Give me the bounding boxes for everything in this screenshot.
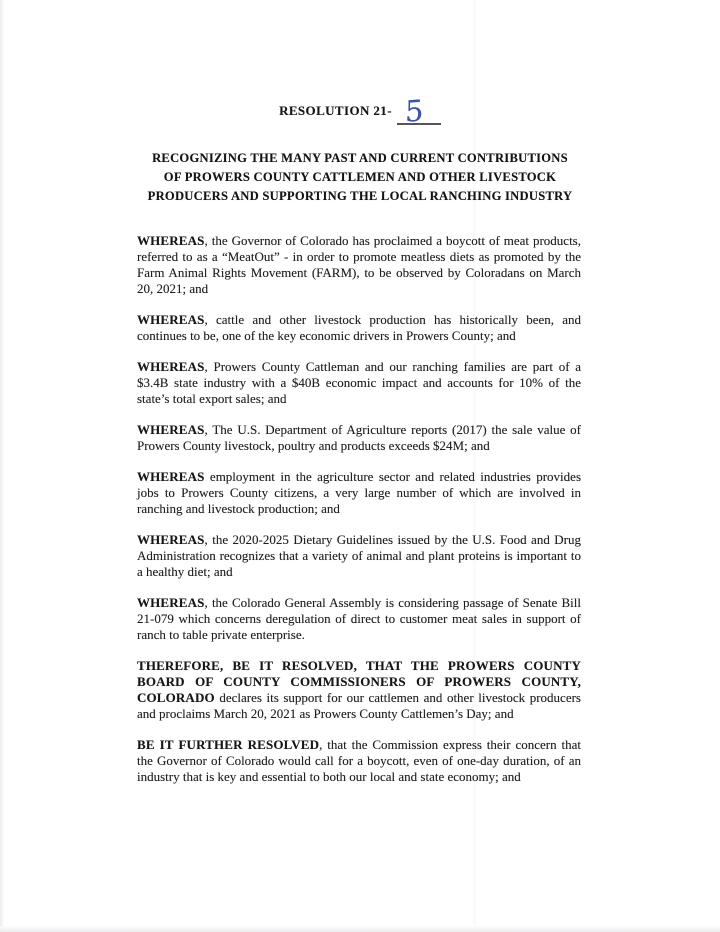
handwritten-resolution-number: 5: [404, 93, 425, 129]
document-title: [0, 149, 720, 206]
paragraph-whereas-employment: [137, 469, 581, 517]
paragraph-further-resolved: [137, 737, 581, 785]
paragraph-text: , The U.S. Department of Agriculture reports (2017) the sale value of Prowers County livestock, poultry and products exceeds $24M; and: [137, 422, 581, 453]
document-title-line-3: PRODUCERS AND SUPPORTING THE LOCAL RANCHING INDUSTRY: [147, 189, 573, 203]
paragraph-text: , cattle and other livestock production has historically been, and continues to be, one of the key economic drivers in Prowers County; and: [137, 312, 581, 343]
paragraph-whereas-meatout: [137, 233, 581, 297]
paragraph-text: declares its support for our cattlemen and other livestock producers and proclaims March 20, 2021 as Prowers County Cattlemen’s Day; and: [137, 690, 581, 721]
paragraph-text: , Prowers County Cattleman and our ranching families are part of a $3.4B state industry with a $40B economic impact and accounts for 10% of the state’s total export sales; and: [137, 359, 581, 406]
paragraph-text: employment in the agriculture sector and related industries provides jobs to Prowers County citizens, a very large number of which are involved in ranching and livestock production; and: [137, 469, 581, 516]
paragraph-whereas-economic-drivers: [137, 312, 581, 344]
document-body: [137, 233, 581, 785]
resolution-number-blank-line: [397, 93, 441, 129]
resolution-prefix: RESOLUTION 21-: [279, 103, 392, 118]
paragraph-lead: WHEREAS: [137, 422, 205, 437]
paragraph-lead: WHEREAS: [137, 532, 205, 547]
paragraph-text: , the Governor of Colorado has proclaimed a boycott of meat products, referred to as a “MeatOut” - in order to promote meatless diets as promoted by the Farm Animal Rights Movement (FARM), to be observed by Coloradans on March 20, 2021; and: [137, 233, 581, 296]
paragraph-whereas-dietary-guidelines: [137, 532, 581, 580]
paragraph-text: , the 2020-2025 Dietary Guidelines issued by the U.S. Food and Drug Administration recognizes that a variety of animal and plant proteins is important to a healthy diet; and: [137, 532, 581, 579]
paragraph-whereas-usda: [137, 422, 581, 454]
paragraph-whereas-state-industry: [137, 359, 581, 407]
paragraph-text: , the Colorado General Assembly is considering passage of Senate Bill 21-079 which concerns deregulation of direct to customer meat sales in support of ranch to table private enterprise.: [137, 595, 581, 642]
paragraph-lead: WHEREAS: [137, 359, 205, 374]
paragraph-lead: WHEREAS: [137, 312, 205, 327]
document-title-line-2: OF PROWERS COUNTY CATTLEMEN AND OTHER LIVESTOCK: [163, 170, 557, 184]
paragraph-therefore-resolved: [137, 658, 581, 722]
paragraph-lead: BE IT FURTHER RESOLVED: [137, 737, 320, 752]
document-title-line-1: RECOGNIZING THE MANY PAST AND CURRENT CONTRIBUTIONS: [152, 151, 568, 165]
paragraph-lead: WHEREAS: [137, 595, 205, 610]
paragraph-lead: THEREFORE, BE IT RESOLVED, THAT THE PROWERS COUNTY BOARD OF COUNTY COMMISSIONERS OF PROWERS COUNTY, COLORADO: [137, 658, 581, 705]
paragraph-lead: WHEREAS: [137, 469, 205, 484]
resolution-number-line: [0, 93, 720, 129]
paragraph-lead: WHEREAS: [137, 233, 205, 248]
paragraph-whereas-senate-bill: [137, 595, 581, 643]
paragraph-text: , that the Commission express their concern that the Governor of Colorado would call for a boycott, even of one-day duration, of an industry that is key and essential to both our local and state economy; and: [137, 737, 581, 784]
